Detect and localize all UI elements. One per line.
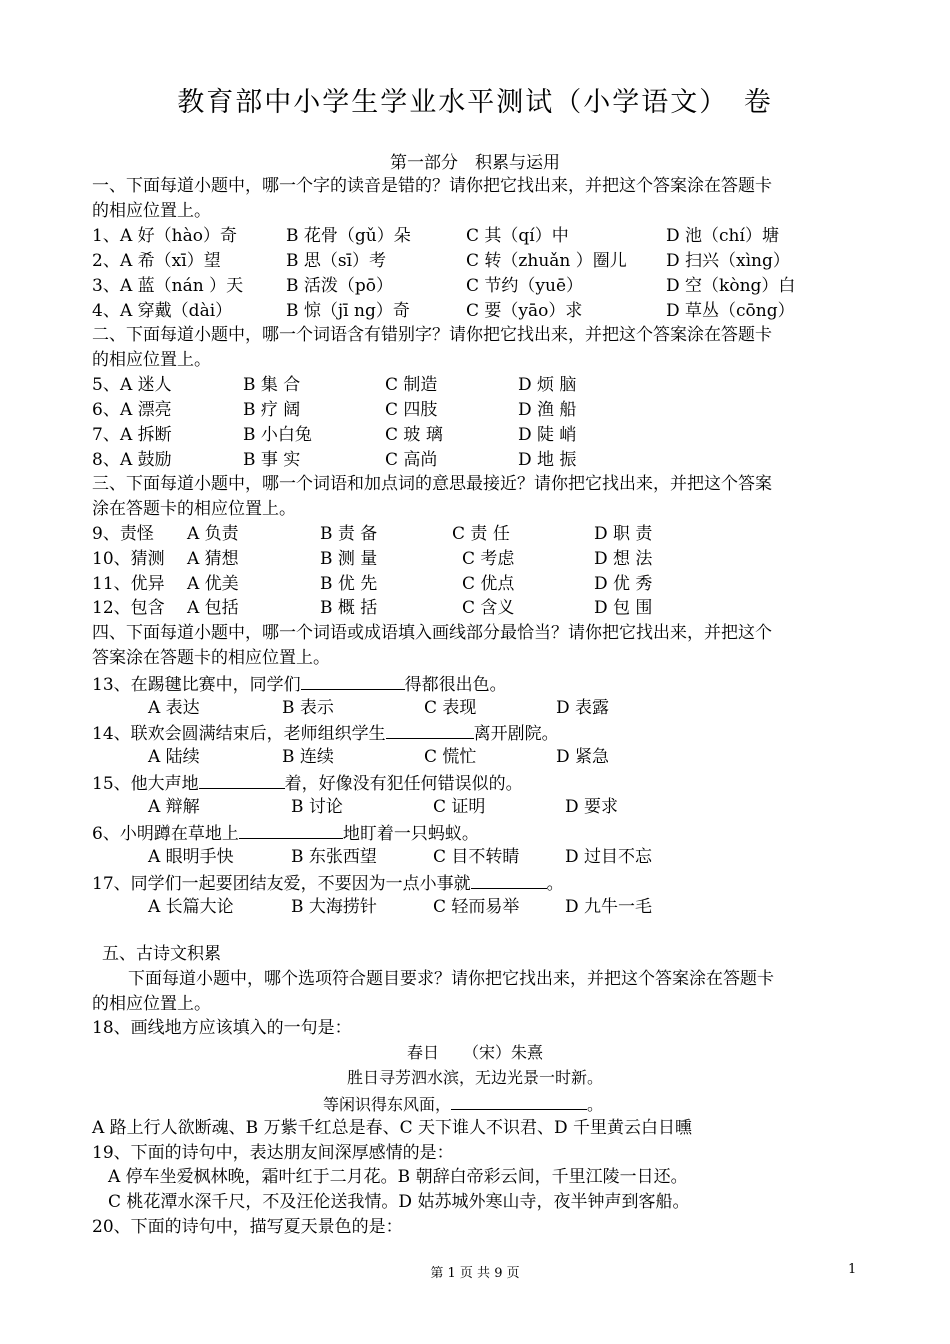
question-18: 18、画线地方应该填入的一句是： bbox=[92, 1018, 352, 1038]
option-c: C 慌忙 bbox=[424, 747, 477, 767]
section4-intro-cont: 答案涂在答题卡的相应位置上。 bbox=[92, 648, 330, 668]
option-b: B 东张西望 bbox=[291, 847, 377, 867]
section3-intro-cont: 涂在答题卡的相应位置上。 bbox=[92, 499, 296, 519]
option-c: C 目不转睛 bbox=[433, 847, 520, 867]
question-number: 4、 bbox=[92, 301, 120, 321]
stem-after: 地盯着一只蚂蚁。 bbox=[342, 824, 479, 844]
question-stem bbox=[92, 770, 523, 794]
option-c: C 含义 bbox=[462, 598, 515, 618]
question-number: 5、 bbox=[92, 375, 120, 395]
option-d: D 陡 峭 bbox=[518, 425, 577, 445]
option-a: A 辩解 bbox=[148, 797, 200, 817]
option-a: A 迷人 bbox=[120, 375, 172, 395]
option-b: B 活泼（pō） bbox=[286, 276, 394, 296]
stem-before: 13、在踢毽比赛中，同学们 bbox=[92, 675, 301, 695]
option-d: D 过目不忘 bbox=[565, 847, 653, 867]
option-d: D 表露 bbox=[556, 698, 610, 718]
stem-after: 。 bbox=[546, 874, 564, 894]
option-d: D 要求 bbox=[565, 797, 619, 817]
stem-after: 得都很出色。 bbox=[404, 675, 507, 695]
option-b: B 疗 阔 bbox=[243, 400, 301, 420]
question-stem bbox=[92, 870, 564, 894]
stem-before: 14、联欢会圆满结束后，老师组织学生 bbox=[92, 724, 386, 744]
question-stem bbox=[92, 720, 559, 744]
option-a: A 希（xī）望 bbox=[120, 251, 221, 271]
option-b: B 思（sī）考 bbox=[286, 251, 387, 271]
option-c: C 表现 bbox=[424, 698, 477, 718]
option-c: C 其（qí）中 bbox=[466, 226, 569, 246]
stem-before: 17、同学们一起要团结友爱，不要因为一点小事就 bbox=[92, 874, 471, 894]
section5-heading: 五、古诗文积累 bbox=[102, 944, 221, 964]
option-c: C 玻 璃 bbox=[385, 425, 443, 445]
question-word: 9、责怪 bbox=[92, 524, 154, 544]
option-d: D 职 责 bbox=[594, 524, 653, 544]
option-a: A 负责 bbox=[187, 524, 239, 544]
question-number: 3、 bbox=[92, 276, 120, 296]
fill-blank bbox=[471, 870, 547, 889]
poem-line-end: 。 bbox=[587, 1095, 604, 1114]
option-a: A 包括 bbox=[187, 598, 239, 618]
fill-blank bbox=[199, 770, 285, 789]
section3-intro: 三、下面每道小题中，哪一个词语和加点词的意思最接近？请你把它找出来，并把这个答案 bbox=[92, 474, 772, 494]
stem-after: 离开剧院。 bbox=[473, 724, 559, 744]
option-c: C 责 任 bbox=[452, 524, 510, 544]
stem-after: 着，好像没有犯任何错误似的。 bbox=[284, 774, 523, 794]
fill-blank bbox=[386, 720, 474, 739]
option-d: D 想 法 bbox=[594, 549, 653, 569]
fill-blank bbox=[451, 1091, 587, 1110]
option-b: B 表示 bbox=[282, 698, 334, 718]
option-c: C 证明 bbox=[433, 797, 486, 817]
option-c: C 制造 bbox=[385, 375, 438, 395]
fill-blank bbox=[239, 820, 343, 839]
option-d: D 烦 脑 bbox=[518, 375, 577, 395]
option-a: A 陆续 bbox=[148, 747, 200, 767]
question-20: 20、下面的诗句中，描写夏天景色的是： bbox=[92, 1217, 403, 1237]
option-b: B 优 先 bbox=[320, 574, 378, 594]
section5-intro-cont: 的相应位置上。 bbox=[92, 994, 211, 1014]
option-a: A 眼明手快 bbox=[148, 847, 234, 867]
section5-intro: 下面每道小题中，哪个选项符合题目要求？请你把它找出来，并把这个答案涂在答题卡 bbox=[128, 969, 774, 989]
option-c: C 优点 bbox=[462, 574, 515, 594]
option-d: D 空（kòng）白 bbox=[666, 276, 796, 296]
question-number: 2、 bbox=[92, 251, 120, 271]
option-b: B 小白兔 bbox=[243, 425, 312, 445]
question-word: 10、猜测 bbox=[92, 549, 165, 569]
option-a: A 穿戴（dài） bbox=[120, 301, 233, 321]
question-number: 7、 bbox=[92, 425, 120, 445]
option-c: C 转（zhuǎn ）圈儿 bbox=[466, 251, 627, 271]
question-number: 8、 bbox=[92, 450, 120, 470]
option-b: B 测 量 bbox=[320, 549, 378, 569]
section2-intro: 二、下面每道小题中，哪一个词语含有错别字？请你把它找出来，并把这个答案涂在答题卡 bbox=[92, 325, 772, 345]
stem-before: 15、他大声地 bbox=[92, 774, 199, 794]
option-b: B 大海捞针 bbox=[291, 897, 377, 917]
option-d: D 优 秀 bbox=[594, 574, 653, 594]
option-b: B 事 实 bbox=[243, 450, 301, 470]
option-a: A 拆断 bbox=[120, 425, 172, 445]
section1-intro-cont: 的相应位置上。 bbox=[92, 201, 211, 221]
option-d: D 池（chí）塘 bbox=[666, 226, 779, 246]
question-19-options-cd: C 桃花潭水深千尺，不及汪伦送我情。D 姑苏城外寒山寺，夜半钟声到客船。 bbox=[108, 1192, 690, 1212]
option-a: A 蓝（nán ）天 bbox=[120, 276, 244, 296]
poem-line: 胜日寻芳泗水滨，无边光景一时新。 bbox=[346, 1068, 603, 1087]
option-b: B 概 括 bbox=[320, 598, 378, 618]
option-a: A 猜想 bbox=[187, 549, 239, 569]
question-number: 1、 bbox=[92, 226, 120, 246]
option-d: D 包 围 bbox=[594, 598, 653, 618]
option-c: C 轻而易举 bbox=[433, 897, 520, 917]
option-b: B 惊（jī ng）奇 bbox=[286, 301, 410, 321]
option-b: B 集 合 bbox=[243, 375, 301, 395]
section1-intro: 一、下面每道小题中，哪一个字的读音是错的？请你把它找出来，并把这个答案涂在答题卡 bbox=[92, 176, 772, 196]
poem-line-start: 等闲识得东风面， bbox=[323, 1095, 452, 1114]
option-d: D 渔 船 bbox=[518, 400, 577, 420]
option-d: D 九牛一毛 bbox=[565, 897, 653, 917]
option-c: C 高尚 bbox=[385, 450, 438, 470]
option-a: A 优美 bbox=[187, 574, 239, 594]
stem-before: 6、小明蹲在草地上 bbox=[92, 824, 239, 844]
page-footer: 第 1 页 共 9 页 bbox=[430, 1266, 520, 1281]
page-number: 1 bbox=[848, 1262, 857, 1277]
option-a: A 鼓励 bbox=[120, 450, 172, 470]
poem-line-blank bbox=[323, 1091, 603, 1115]
fill-blank bbox=[301, 671, 405, 690]
option-d: D 紧急 bbox=[556, 747, 610, 767]
option-c: C 四肢 bbox=[385, 400, 438, 420]
option-c: C 节约（yuē） bbox=[466, 276, 584, 296]
question-18-options: A 路上行人欲断魂、B 万紫千红总是春、C 天下谁人不识君、D 千里黄云白日曛 bbox=[92, 1118, 693, 1138]
poem-title: 春日 （宋）朱熹 bbox=[406, 1043, 543, 1062]
question-number: 6、 bbox=[92, 400, 120, 420]
option-c: C 考虑 bbox=[462, 549, 515, 569]
document-title: 教育部中小学生学业水平测试（小学语文） 卷 bbox=[177, 87, 773, 118]
option-b: B 连续 bbox=[282, 747, 334, 767]
option-a: A 长篇大论 bbox=[148, 897, 234, 917]
question-stem bbox=[92, 671, 507, 695]
question-word: 12、包含 bbox=[92, 598, 165, 618]
question-word: 11、优异 bbox=[92, 574, 165, 594]
part-title: 第一部分 积累与运用 bbox=[390, 153, 560, 173]
section2-intro-cont: 的相应位置上。 bbox=[92, 350, 211, 370]
option-b: B 讨论 bbox=[291, 797, 343, 817]
option-a: A 漂亮 bbox=[120, 400, 172, 420]
section4-intro: 四、下面每道小题中，哪一个词语或成语填入画线部分最恰当？请你把它找出来，并把这个 bbox=[92, 623, 772, 643]
question-19: 19、下面的诗句中，表达朋友间深厚感情的是： bbox=[92, 1143, 454, 1163]
option-d: D 扫兴（xìng） bbox=[666, 251, 790, 271]
option-d: D 地 振 bbox=[518, 450, 577, 470]
option-c: C 要（yāo）求 bbox=[466, 301, 583, 321]
option-b: B 责 备 bbox=[320, 524, 378, 544]
question-19-options-ab: A 停车坐爱枫林晚，霜叶红于二月花。B 朝辞白帝彩云间，千里江陵一日还。 bbox=[108, 1167, 688, 1187]
option-a: A 表达 bbox=[148, 698, 200, 718]
question-stem bbox=[92, 820, 479, 844]
option-b: B 花骨（gǔ）朵 bbox=[286, 226, 411, 246]
option-a: A 好（hào）奇 bbox=[120, 226, 237, 246]
option-d: D 草丛（cōng） bbox=[666, 301, 795, 321]
